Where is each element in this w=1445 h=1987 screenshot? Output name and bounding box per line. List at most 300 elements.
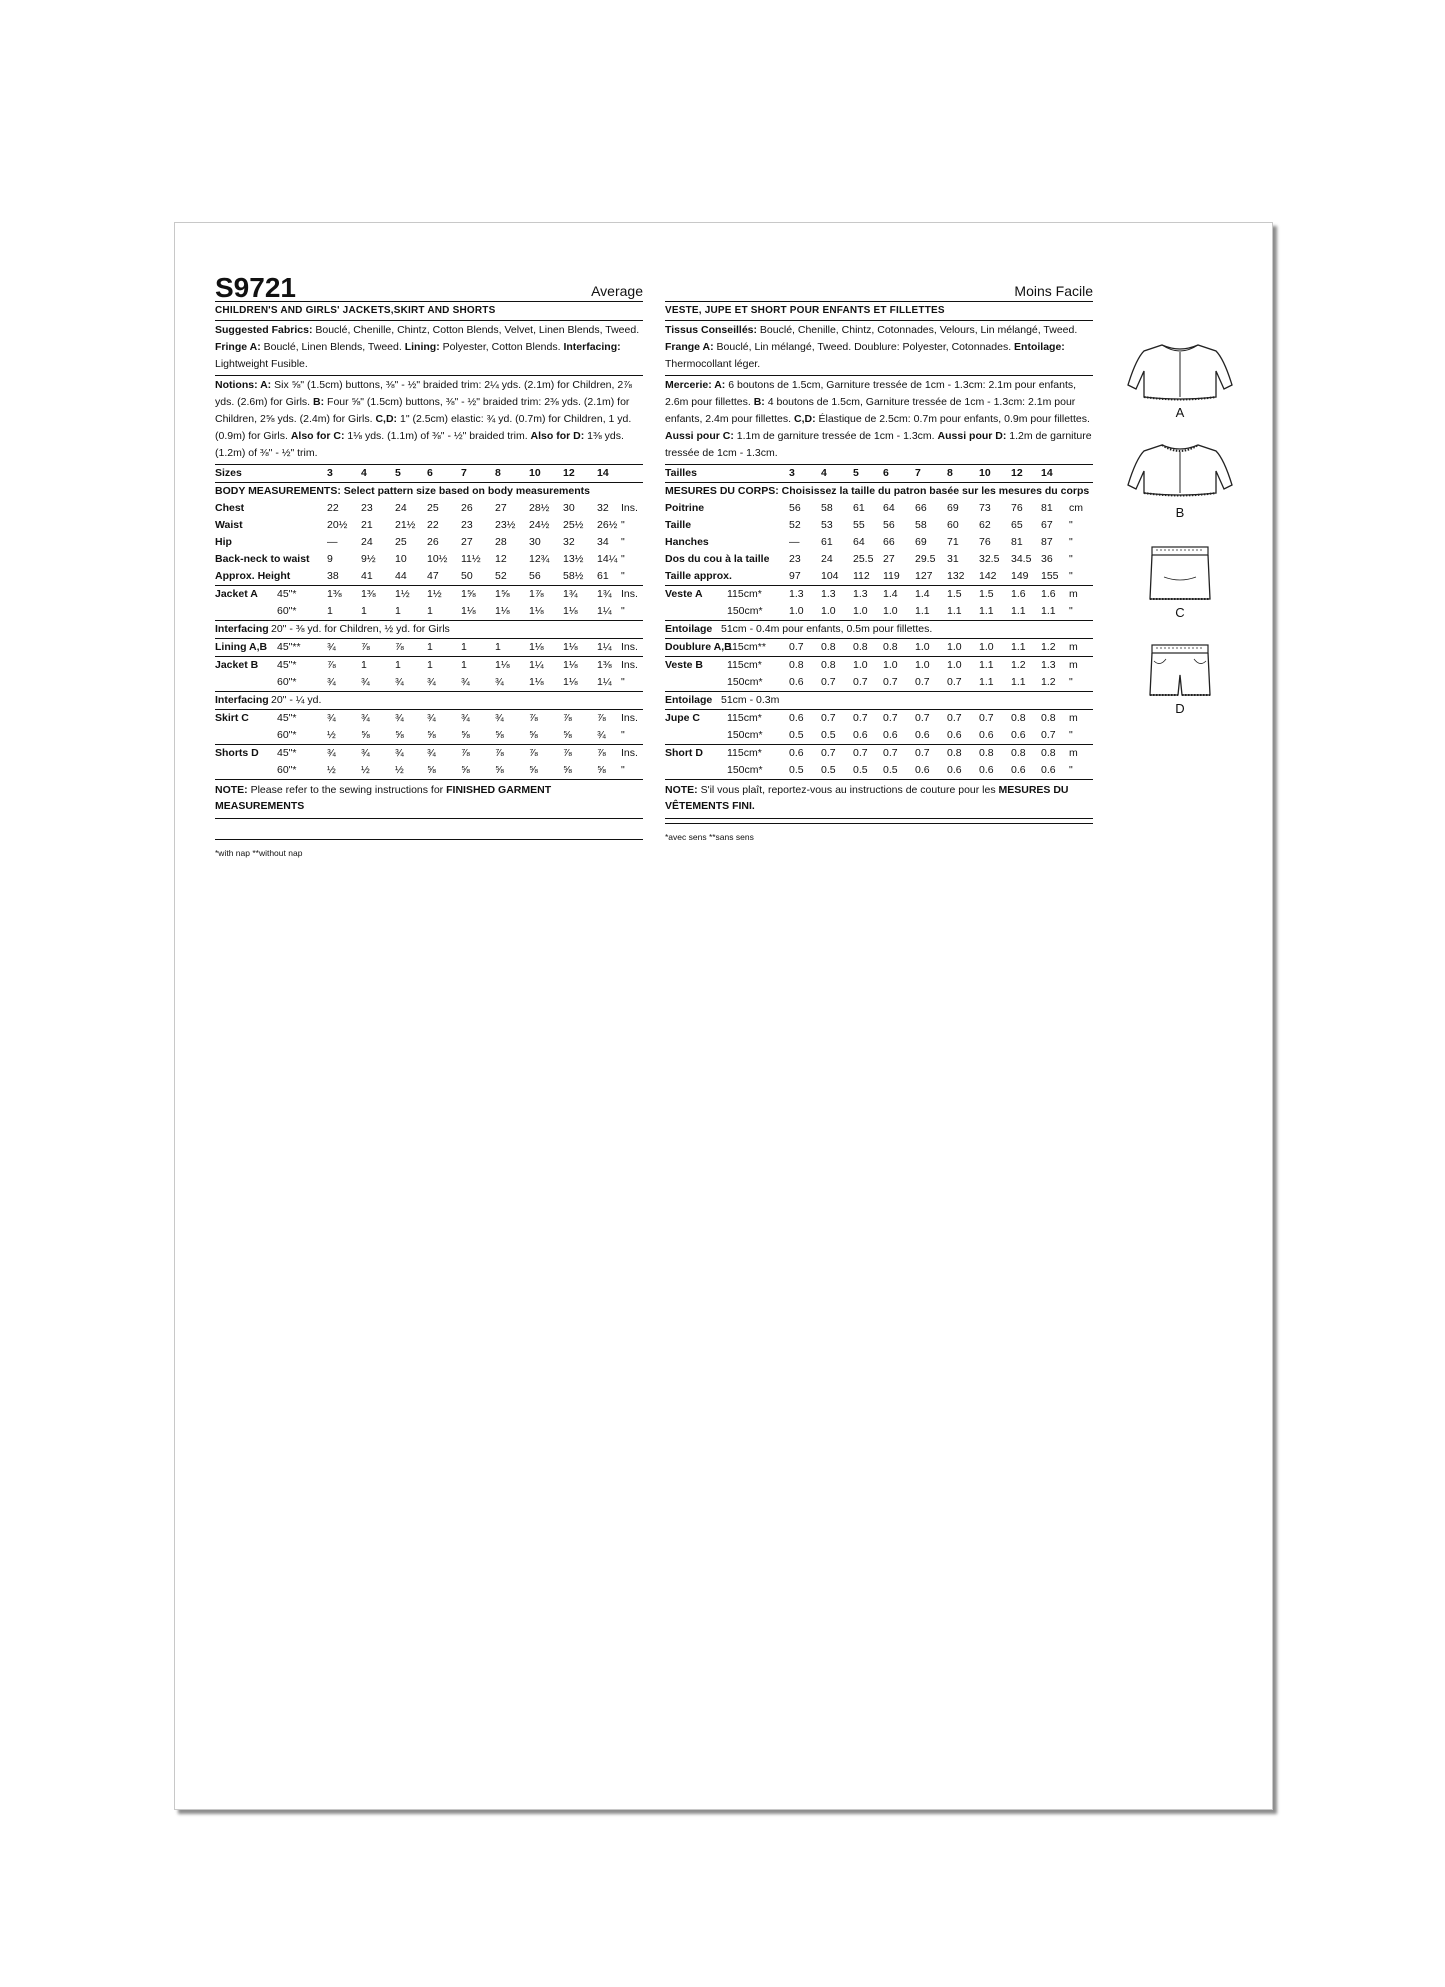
table-cell: 26½ — [597, 519, 618, 531]
row-label: Veste B — [665, 659, 703, 671]
notions-paragraph — [215, 376, 643, 465]
row-label: Chest — [215, 502, 245, 514]
table-row — [665, 586, 1093, 603]
table-cell: 44 — [395, 570, 407, 582]
sizes-header-row — [665, 465, 1093, 483]
table-cell: ¾ — [361, 747, 370, 759]
table-cell: 1⅛ — [529, 605, 544, 617]
row-width: 45"* — [277, 747, 297, 759]
table-cell: ¾ — [597, 729, 606, 741]
table-cell: ¾ — [361, 712, 370, 724]
table-cell: ⅝ — [495, 764, 504, 776]
table-cell: 0.6 — [1011, 764, 1026, 776]
table-cell: 1¼ — [597, 676, 612, 688]
table-cell: ⅞ — [461, 747, 470, 759]
table-cell: 0.7 — [947, 712, 962, 724]
table-cell: 0.6 — [979, 764, 994, 776]
unit-cell: " — [621, 605, 625, 617]
table-cell: ¾ — [327, 676, 336, 688]
table-cell: 0.8 — [1041, 747, 1056, 759]
table-cell: 1 — [427, 659, 433, 671]
unit-cell: " — [1069, 729, 1073, 741]
table-cell: 1.1 — [1011, 605, 1026, 617]
table-cell: 52 — [789, 519, 801, 531]
table-cell: 73 — [979, 502, 991, 514]
table-cell: 1.1 — [979, 659, 994, 671]
row-label: Lining A,B — [215, 641, 268, 653]
row-width: 60"* — [277, 764, 297, 776]
table-cell: 1 — [361, 659, 367, 671]
table-cell: 1½ — [427, 588, 442, 600]
table-cell: 0.8 — [979, 747, 994, 759]
notions-text: 1⅛ yds. (1.1m) of ⅜" - ½" braided trim. — [344, 430, 531, 442]
note-text: S'il vous plaît, reportez-vous au instructions de couture pour les — [697, 784, 999, 796]
table-cell: — — [789, 536, 800, 548]
view-d-illustration — [1120, 641, 1240, 717]
view-a-label: A — [1175, 405, 1185, 420]
unit-cell: m — [1069, 659, 1078, 671]
table-cell: ¾ — [495, 712, 504, 724]
table-cell: 0.8 — [1011, 712, 1026, 724]
row-label: Interfacing — [215, 623, 269, 635]
table-cell: 25 — [395, 536, 407, 548]
table-cell: ½ — [327, 729, 336, 741]
table-cell: ⅝ — [495, 729, 504, 741]
table-cell: 1.1 — [979, 676, 994, 688]
row-label: Poitrine — [665, 502, 705, 514]
row-label: Interfacing — [215, 694, 269, 706]
table-cell: ¾ — [495, 676, 504, 688]
table-row — [665, 657, 1093, 674]
table-cell: 27 — [495, 502, 507, 514]
table-cell: 64 — [883, 502, 895, 514]
size-header: 3 — [789, 467, 795, 479]
table-cell: ¾ — [461, 712, 470, 724]
table-row — [215, 551, 643, 568]
measurement-tables-en — [215, 465, 643, 780]
table-row — [665, 551, 1093, 568]
row-width: 45"** — [277, 641, 301, 653]
skirt-c-drawing — [1120, 541, 1240, 605]
fabrics-label: Suggested Fabrics: — [215, 324, 313, 336]
table-row — [665, 568, 1093, 586]
note-bold: MESURES DU VÊTEMENTS FINI. — [665, 784, 1069, 812]
table-row — [215, 500, 643, 517]
notions-text: Élastique de 2.5cm: 0.7m pour enfants, 0.9m pour fillettes. — [815, 413, 1090, 425]
view-d-label: D — [1175, 701, 1185, 716]
row-label: Short D — [665, 747, 703, 759]
table-row — [215, 586, 643, 603]
unit-cell: Ins. — [621, 588, 638, 600]
table-cell: 1.5 — [947, 588, 962, 600]
table-cell: 1.2 — [1041, 676, 1056, 688]
row-text: 20" - ⅜ yd. for Children, ½ yd. for Girls — [271, 623, 450, 635]
unit-cell: " — [1069, 764, 1073, 776]
table-cell: ½ — [327, 764, 336, 776]
notions-also-d-label: Also for D: — [530, 430, 585, 442]
notions-text: 1.2m de garniture tressée de 1cm - 1.3cm. — [665, 430, 1092, 459]
table-cell: 119 — [883, 570, 900, 582]
row-width: 115cm* — [727, 588, 762, 600]
row-label: Taille approx. — [665, 570, 732, 582]
table-cell: 58½ — [563, 570, 584, 582]
table-cell: ¾ — [395, 747, 404, 759]
unit-cell: Ins. — [621, 712, 638, 724]
table-cell: 0.8 — [789, 659, 804, 671]
sizes-label: Tailles — [665, 467, 697, 479]
table-cell: 1¼ — [529, 659, 544, 671]
row-width: 115cm** — [727, 641, 766, 653]
table-cell: ½ — [361, 764, 370, 776]
table-cell: 0.6 — [1011, 729, 1026, 741]
row-label: Hanches — [665, 536, 709, 548]
table-cell: 22 — [327, 502, 339, 514]
table-cell: 60 — [947, 519, 959, 531]
row-width: 150cm* — [727, 764, 763, 776]
table-cell: 1⅛ — [563, 605, 578, 617]
table-cell: 28 — [495, 536, 507, 548]
note-paragraph — [665, 780, 1093, 819]
row-label: Approx. Height — [215, 570, 291, 582]
table-cell: 1 — [461, 641, 467, 653]
unit-cell: " — [1069, 570, 1073, 582]
table-row — [215, 603, 643, 621]
table-cell: ⅞ — [529, 712, 538, 724]
notions-label: Notions: A: — [215, 379, 272, 391]
table-cell: 26 — [427, 536, 439, 548]
view-c-label: C — [1175, 605, 1185, 620]
table-cell: 23 — [461, 519, 473, 531]
table-row — [215, 534, 643, 551]
notions-text: 4 boutons de 1.5cm, Garniture tressée de 1cm - 1.3cm: 2.1m pour enfants, 2.4m pour fillettes. — [665, 396, 1076, 425]
size-header: 8 — [495, 467, 501, 479]
table-cell: 1⅛ — [495, 605, 510, 617]
table-cell: 1 — [395, 659, 401, 671]
table-cell: 0.6 — [947, 729, 962, 741]
table-cell: 1⅛ — [563, 659, 578, 671]
table-row — [665, 674, 1093, 692]
table-row — [215, 745, 643, 762]
table-cell: 0.7 — [853, 676, 868, 688]
table-cell: 61 — [597, 570, 609, 582]
row-width: 45"* — [277, 712, 297, 724]
table-cell: 26 — [461, 502, 473, 514]
row-width: 45"* — [277, 588, 297, 600]
table-cell: 132 — [947, 570, 965, 582]
table-row — [215, 517, 643, 534]
table-cell: 0.5 — [789, 729, 804, 741]
row-width: 150cm* — [727, 605, 763, 617]
interfacing-row — [665, 621, 1093, 639]
unit-cell: m — [1069, 588, 1078, 600]
table-cell: 1.0 — [853, 605, 868, 617]
table-cell: 27 — [883, 553, 895, 565]
table-cell: ⅞ — [529, 747, 538, 759]
table-cell: 56 — [883, 519, 895, 531]
table-cell: 1⅝ — [495, 588, 510, 600]
table-cell: 1.0 — [947, 659, 962, 671]
table-cell: 1⅞ — [529, 588, 544, 600]
table-cell: 21½ — [395, 519, 416, 531]
table-row — [665, 762, 1093, 780]
size-header: 12 — [563, 467, 575, 479]
notions-text: Four ⅝" (1.5cm) buttons, ⅜" - ½" braided trim: 2⅜ yds. (2.1m) for Children, 2⅝ yds. (2.4m) for Girls. — [215, 396, 630, 425]
table-cell: 61 — [853, 502, 865, 514]
lining-text: Polyester, Cotton Blends. — [439, 341, 564, 353]
table-cell: 1⅜ — [361, 588, 376, 600]
table-cell: 0.5 — [821, 764, 836, 776]
table-cell: ¾ — [461, 676, 470, 688]
interfacing-text: Lightweight Fusible. — [215, 358, 308, 370]
table-cell: 32.5 — [979, 553, 1000, 565]
table-cell: 1⅛ — [563, 641, 578, 653]
table-cell: ⅞ — [495, 747, 504, 759]
table-cell: 0.7 — [915, 747, 930, 759]
table-cell: 0.6 — [947, 764, 962, 776]
table-cell: 0.6 — [883, 729, 898, 741]
table-cell: 149 — [1011, 570, 1029, 582]
view-b-label: B — [1175, 505, 1185, 520]
table-cell: 81 — [1041, 502, 1053, 514]
table-cell: ⅞ — [361, 641, 370, 653]
notions-also-c-label: Also for C: — [290, 430, 345, 442]
table-cell: 0.7 — [853, 712, 868, 724]
size-header: 8 — [947, 467, 953, 479]
fabrics-paragraph — [215, 321, 643, 376]
table-cell: 1 — [427, 605, 433, 617]
table-cell: ⅝ — [461, 764, 470, 776]
fringe-label: Fringe A: — [215, 341, 261, 353]
table-cell: 52 — [495, 570, 507, 582]
table-cell: 30 — [563, 502, 575, 514]
skill-level: Moins Facile — [1014, 283, 1093, 299]
table-cell: 1.1 — [947, 605, 962, 617]
table-cell: 1.1 — [1011, 676, 1026, 688]
unit-cell: " — [1069, 553, 1073, 565]
table-cell: 155 — [1041, 570, 1059, 582]
interfacing-row — [665, 692, 1093, 710]
table-cell: 1.0 — [915, 659, 930, 671]
table-row — [665, 710, 1093, 727]
unit-cell: " — [621, 536, 625, 548]
skill-level: Average — [591, 283, 643, 299]
row-width: 115cm* — [727, 747, 762, 759]
fabrics-label: Tissus Conseillés: — [665, 324, 758, 336]
table-cell: 1.0 — [853, 659, 868, 671]
size-header: 10 — [979, 467, 991, 479]
table-cell: ½ — [395, 764, 404, 776]
fabrics-text: Bouclé, Chenille, Chintz, Cotton Blends, Velvet, Linen Blends, Tweed. — [312, 324, 640, 336]
row-text: 51cm - 0.3m — [721, 694, 780, 706]
table-cell: 41 — [361, 570, 373, 582]
table-cell: ⅝ — [529, 729, 538, 741]
table-cell: 28½ — [529, 502, 550, 514]
table-cell: 10½ — [427, 553, 448, 565]
row-label: Waist — [215, 519, 243, 531]
table-cell: 21 — [361, 519, 373, 531]
unit-cell: " — [1069, 536, 1073, 548]
note-text: Please refer to the sewing instructions for — [247, 784, 447, 796]
table-cell: 1.1 — [1041, 605, 1056, 617]
table-row — [665, 727, 1093, 745]
table-cell: 1¾ — [563, 588, 578, 600]
table-cell: 0.7 — [821, 676, 836, 688]
table-cell: 1¼ — [597, 605, 612, 617]
table-cell: 0.5 — [853, 764, 868, 776]
english-column — [215, 271, 643, 862]
table-cell: 0.8 — [1041, 712, 1056, 724]
table-cell: 27 — [461, 536, 473, 548]
table-cell: 1.3 — [789, 588, 804, 600]
lining-label: Lining: — [404, 341, 440, 353]
row-label: Jacket A — [215, 588, 258, 600]
measurement-tables-fr — [665, 465, 1093, 780]
table-cell: 12 — [495, 553, 507, 565]
fringe-text: Bouclé, Linen Blends, Tweed. — [260, 341, 405, 353]
table-cell: 31 — [947, 553, 959, 565]
size-header: 6 — [883, 467, 889, 479]
table-cell: 0.6 — [789, 712, 804, 724]
notions-also-d-label: Aussi pour D: — [937, 430, 1007, 442]
row-label: Shorts D — [215, 747, 259, 759]
table-cell: 1⅛ — [495, 659, 510, 671]
table-cell: — — [327, 536, 338, 548]
table-cell: 11½ — [461, 553, 481, 565]
table-cell: 0.6 — [853, 729, 868, 741]
table-cell: ⅞ — [597, 747, 606, 759]
row-width: 150cm* — [727, 729, 763, 741]
table-cell: 0.7 — [915, 712, 930, 724]
unit-cell: " — [1069, 605, 1073, 617]
notions-paragraph — [665, 376, 1093, 465]
table-cell: 142 — [979, 570, 997, 582]
table-cell: 1 — [427, 641, 433, 653]
table-cell: 97 — [789, 570, 801, 582]
table-cell: 1⅜ — [597, 659, 612, 671]
table-cell: 0.5 — [789, 764, 804, 776]
view-a-illustration — [1120, 335, 1240, 421]
table-cell: 0.7 — [883, 712, 898, 724]
table-cell: 1.0 — [947, 641, 962, 653]
fabrics-text: Bouclé, Chenille, Chintz, Cotonnades, Velours, Lin mélangé, Tweed. — [757, 324, 1078, 336]
view-c-illustration — [1120, 541, 1240, 621]
table-row — [215, 727, 643, 745]
table-cell: 67 — [1041, 519, 1053, 531]
table-row — [665, 745, 1093, 762]
shorts-d-drawing — [1120, 641, 1240, 701]
table-cell: ¾ — [427, 712, 436, 724]
table-cell: 47 — [427, 570, 439, 582]
table-cell: 0.7 — [947, 676, 962, 688]
table-cell: 112 — [853, 570, 870, 582]
row-label: Veste A — [665, 588, 703, 600]
interfacing-label: Entoilage: — [1014, 341, 1065, 353]
table-cell: ⅝ — [563, 729, 572, 741]
notions-text: Six ⅝" (1.5cm) buttons, ⅜" - ½" braided trim: 2¼ yds. (2.1m) for Children, 2⅞ yds. (2.6m) for Girls. — [215, 379, 632, 408]
sizes-header-row — [215, 465, 643, 483]
table-cell: 0.5 — [883, 764, 898, 776]
notions-b-label: B: — [313, 396, 325, 408]
unit-cell: m — [1069, 712, 1078, 724]
fabrics-paragraph — [665, 321, 1093, 376]
table-cell: 1⅛ — [563, 676, 578, 688]
table-cell: 1.1 — [1011, 641, 1026, 653]
row-width: 60"* — [277, 605, 297, 617]
table-cell: 1.3 — [853, 588, 868, 600]
interfacing-label: Interfacing: — [563, 341, 621, 353]
pattern-number: S9721 — [215, 272, 296, 303]
table-cell: ¾ — [395, 712, 404, 724]
unit-cell: " — [621, 519, 625, 531]
table-cell: 32 — [597, 502, 609, 514]
table-cell: 14¼ — [597, 553, 618, 565]
table-cell: ¾ — [327, 747, 336, 759]
table-row — [215, 639, 643, 657]
table-row — [215, 674, 643, 692]
unit-cell: " — [621, 570, 625, 582]
table-cell: 32 — [563, 536, 575, 548]
table-cell: 1¼ — [597, 641, 612, 653]
interfacing-row — [215, 621, 643, 639]
table-cell: ¾ — [427, 676, 436, 688]
unit-cell: " — [621, 729, 625, 741]
table-cell: 1.3 — [821, 588, 836, 600]
table-cell: 87 — [1041, 536, 1053, 548]
table-cell: 0.6 — [979, 729, 994, 741]
unit-cell: Ins. — [621, 659, 638, 671]
table-row — [215, 762, 643, 780]
table-cell: ⅝ — [427, 764, 436, 776]
size-header: 6 — [427, 467, 433, 479]
notions-also-c-label: Aussi pour C: — [665, 430, 734, 442]
table-cell: 61 — [821, 536, 833, 548]
table-cell: 1⅛ — [529, 641, 544, 653]
header-fr — [665, 271, 1093, 302]
table-cell: 0.6 — [915, 729, 930, 741]
unit-cell: " — [621, 764, 625, 776]
table-cell: ⅞ — [563, 712, 572, 724]
header-en — [215, 271, 643, 302]
table-cell: 1.6 — [1011, 588, 1026, 600]
table-cell: 65 — [1011, 519, 1023, 531]
table-cell: 0.8 — [947, 747, 962, 759]
unit-cell: " — [621, 553, 625, 565]
sizes-label: Sizes — [215, 467, 242, 479]
table-cell: 1 — [327, 605, 333, 617]
table-row — [215, 710, 643, 727]
table-cell: 1.0 — [883, 605, 898, 617]
note-bold: FINISHED GARMENT MEASUREMENTS — [215, 784, 552, 812]
row-text: 51cm - 0.4m pour enfants, 0.5m pour fillettes. — [721, 623, 933, 635]
size-header: 5 — [395, 467, 401, 479]
notions-text: 1⅜ yds. (1.2m) of ⅜" - ½" trim. — [215, 430, 624, 459]
table-cell: 1⅛ — [461, 605, 476, 617]
table-cell: ⅝ — [427, 729, 436, 741]
table-cell: 0.8 — [1011, 747, 1026, 759]
table-cell: 127 — [915, 570, 933, 582]
table-cell: 22 — [427, 519, 439, 531]
table-cell: 30 — [529, 536, 541, 548]
table-cell: 24½ — [529, 519, 550, 531]
row-label: Jacket B — [215, 659, 259, 671]
jacket-b-drawing — [1120, 435, 1240, 505]
table-cell: 1.6 — [1041, 588, 1056, 600]
notions-text: 1.1m de garniture tressée de 1cm - 1.3cm. — [733, 430, 938, 442]
table-cell: ⅝ — [395, 729, 404, 741]
size-header: 3 — [327, 467, 333, 479]
row-label: Hip — [215, 536, 232, 548]
fringe-text: Bouclé, Lin mélangé, Tweed. Doublure: Polyester, Cotonnades. — [713, 341, 1015, 353]
